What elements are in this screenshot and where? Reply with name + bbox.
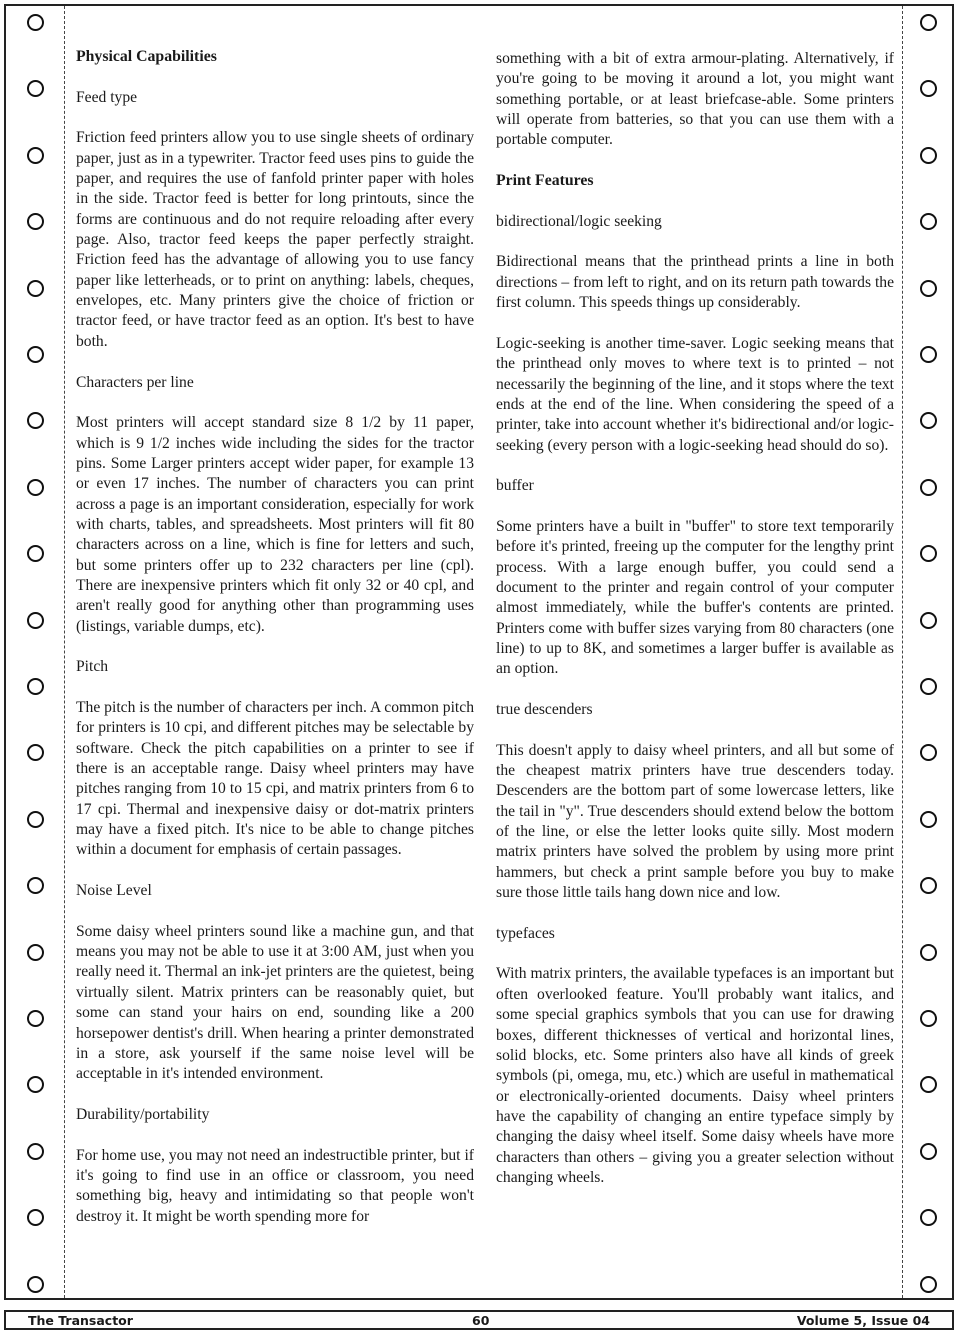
- tractor-hole-icon: [27, 744, 44, 761]
- paragraph-true-descenders: This doesn't apply to daisy wheel printers, and all but some of the cheapest matrix printers have true descenders today. Descenders are the bottom part of some lowercase letters, like the tail in "y". True descenders should extend below the bottom of the line, or else the letter looks quite silly. Most modern matrix printers have solved the problem by using more print hammers, but check a print sample before you buy to make sure those little tails hang down nice and low.: [496, 741, 894, 902]
- paragraph-continued: something with a bit of extra armour-plating. Alternatively, if you're going to be moving it around a lot, you might want something portable, or at least briefcase-able. Some printers will operate from batteries, so that you can use them with a portable computer.: [496, 50, 894, 149]
- subheading-typefaces: typefaces: [496, 924, 555, 942]
- tractor-hole-icon: [920, 147, 937, 164]
- tractor-hole-icon: [920, 1143, 937, 1160]
- tractor-hole-icon: [920, 1076, 937, 1093]
- paragraph-buffer: Some printers have a built in "buffer" to store text temporarily before it's printed, freeing up the computer for the lengthy print process. With a large enough buffer, you could send a document to the printer and regain control of your computer almost immediately, while the buffer's contents are printed. Printers come with buffer sizes varying from 80 characters (one line) to up to 8K, and sometimes a larger buffer is available as an option.: [496, 517, 894, 678]
- tractor-hole-icon: [920, 1209, 937, 1226]
- paragraph-noise-level: Some daisy wheel printers sound like a machine gun, and that means you may not be able to use it at 3:00 AM, just when you really need it. Thermal an ink-jet printers are the quietest, being virtually silent. Matrix printers can be reasonably quiet, but some can stand your hairs on end, sounding like a 200 horsepower dentist's drill. When hearing a printer demonstrated in a store, ask yourself if the same noise level will be acceptable in it's intended environment.: [76, 922, 474, 1083]
- tractor-hole-icon: [920, 14, 937, 31]
- footer-publication-name: The Transactor: [28, 1313, 133, 1328]
- tractor-hole-icon: [920, 346, 937, 363]
- tractor-hole-icon: [27, 678, 44, 695]
- left-column: [76, 46, 474, 1247]
- tractor-hole-icon: [27, 545, 44, 562]
- section-heading-physical-capabilities: Physical Capabilities: [76, 48, 217, 65]
- subheading-true-descenders: true descenders: [496, 701, 593, 718]
- tractor-hole-icon: [920, 412, 937, 429]
- section-heading-print-features: Print Features: [496, 172, 594, 190]
- tractor-hole-icon: [27, 811, 44, 828]
- subheading-durability-portability: Durability/portability: [76, 1105, 210, 1123]
- tractor-hole-icon: [920, 1276, 937, 1293]
- tractor-hole-icon: [27, 346, 44, 363]
- tractor-hole-icon: [920, 1010, 937, 1027]
- tractor-hole-icon: [27, 1276, 44, 1293]
- subheading-characters-per-line: Characters per line: [76, 373, 194, 391]
- paragraph-characters-per-line: Most printers will accept standard size 8 1/2 by 11 paper, which is 9 1/2 inches wide including the sides for the tractor pins. Some Larger printers accept wider paper, for example 13 or even 17 inches. The number of characters you can print across a page is an important consideration, especially for work with charts, tables, and spreadsheets. Most printers will fit 80 characters across on a line, which is fine for letters and such, but some printers offer up to 232 characters per line (cpl). There are inexpensive printers which fit only 32 or 40 cpl, and aren't really good for anything other than programming uses (listings, variable dumps, etc).: [76, 414, 474, 635]
- tractor-hole-icon: [27, 479, 44, 496]
- tractor-hole-icon: [920, 877, 937, 894]
- tractor-hole-icon: [27, 213, 44, 230]
- subheading-pitch: Pitch: [76, 658, 109, 676]
- tractor-hole-icon: [27, 80, 44, 97]
- subheading-noise-level: Noise Level: [76, 882, 152, 900]
- printer-paper-sheet: [4, 4, 954, 1300]
- paragraph-pitch: The pitch is the number of characters per inch. A common pitch for printers is 10 cpi, and different pitches may be selectable by software. Check the pitch capabilities on a printer to see if there is an acceptable range. Daisy wheel printers may have pitches ranging from 10 to 15 cpi, and matrix printers from 6 to 17 cpi. Thermal and inexpensive daisy or dot-matrix printers may have a fixed pitch. It's nice to be able to change pitches within a document for emphasis of certain passages.: [76, 699, 474, 859]
- tractor-hole-icon: [27, 1010, 44, 1027]
- tractor-hole-icon: [920, 678, 937, 695]
- paragraph-logic-seeking: Logic-seeking is another time-saver. Logic seeking means that the printhead only moves to where text is to printed – not necessarily the beginning of the line, and it stops where the text ends at the end of the line. When considering the speed of a printer, take into account whether it's bidirectional and/or logic-seeking (every person with a logic-seeking head should do so).: [496, 334, 894, 454]
- right-column: [496, 46, 894, 1209]
- tractor-hole-icon: [920, 479, 937, 496]
- tractor-hole-icon: [27, 944, 44, 961]
- subheading-bidirectional: bidirectional/logic seeking: [496, 212, 662, 230]
- left-perforation-line: [64, 6, 65, 1298]
- tractor-hole-icon: [920, 744, 937, 761]
- paragraph-typefaces: With matrix printers, the available typefaces is an important but often overlooked feature. You'll probably want italics, and some special graphics symbols that you can use for drawing boxes, different thicknesses of vertical and horizontal lines, solid blocks, etc. Some printers also have all kinds of greek symbols (pi, omega, mu, etc.) which are useful in mathematical or electronically-oriented documents. Daisy wheel printers have the capability of changing an entire typeface simply by changing the daisy wheel itself. Some daisy wheels have more characters than others – giving you a greater selection without changing wheels.: [496, 965, 894, 1186]
- tractor-hole-icon: [920, 280, 937, 297]
- tractor-hole-icon: [27, 1209, 44, 1226]
- tractor-hole-icon: [920, 213, 937, 230]
- tractor-hole-icon: [27, 412, 44, 429]
- tractor-hole-icon: [27, 1143, 44, 1160]
- paragraph-durability-portability: For home use, you may not need an indestructible printer, but if it's going to find use in an office or classroom, you need something big, heavy and intimidating so that people won't destroy it. It might be worth spending more for: [76, 1146, 474, 1225]
- tractor-hole-icon: [27, 877, 44, 894]
- tractor-hole-icon: [27, 1076, 44, 1093]
- tractor-hole-icon: [920, 944, 937, 961]
- footer-issue: Volume 5, Issue 04: [796, 1313, 930, 1328]
- footer-page-number: 60: [472, 1313, 490, 1328]
- paragraph-feed-type: Friction feed printers allow you to use single sheets of ordinary paper, just as in a typewriter. Tractor feed uses pins to guide the paper, and requires the use of fanfold printer paper with holes in the side. Tractor feed is better for long printouts, since the forms are continuous and do not require reloading after every page. Also, tractor feed keeps the paper perfectly straight. Friction feed has the advantage of allowing you to use fancy paper like letterheads, or to print on anything: labels, cheques, envelopes, etc. Many printers give the choice of friction or tractor feed, or have tractor feed as an option. It's best to have both.: [76, 129, 474, 350]
- page-footer: [4, 1310, 954, 1330]
- tractor-hole-icon: [920, 80, 937, 97]
- tractor-hole-icon: [27, 147, 44, 164]
- tractor-hole-icon: [920, 811, 937, 828]
- tractor-hole-icon: [27, 280, 44, 297]
- tractor-hole-icon: [920, 545, 937, 562]
- tractor-hole-icon: [27, 14, 44, 31]
- paragraph-bidirectional: Bidirectional means that the printhead prints a line in both directions – from left to right, and on its return path towards the first column. This speeds things up considerably.: [496, 253, 894, 312]
- subheading-buffer: buffer: [496, 477, 534, 495]
- tractor-hole-icon: [27, 612, 44, 629]
- right-perforation-line: [902, 6, 903, 1298]
- subheading-feed-type: Feed type: [76, 88, 138, 106]
- tractor-hole-icon: [920, 612, 937, 629]
